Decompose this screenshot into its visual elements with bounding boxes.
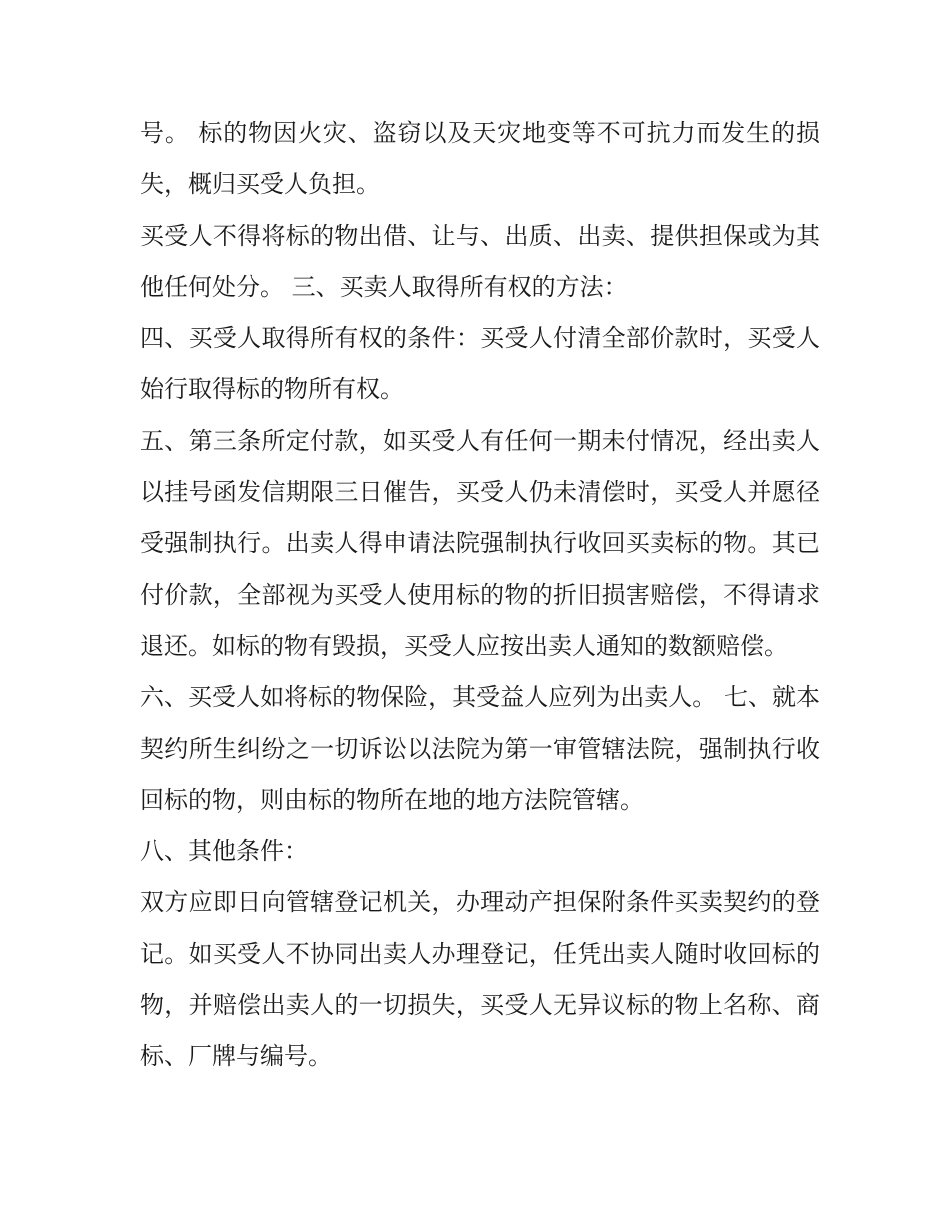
paragraph-loss-burden: 号。 标的物因火灾、盗窃以及天灾地变等不可抗力而发生的损失，概归买受人负担。 [140,119,820,199]
paragraph-ownership-condition: 四、买受人取得所有权的条件：买受人付清全部价款时，买受人始行取得标的物所有权。 [140,324,820,404]
paragraph-disposal-restriction: 买受人不得将标的物出借、让与、出质、出卖、提供担保或为其他任何处分。 三、买卖人取得所有权的方法： [140,221,820,301]
document-body [140,108,820,1083]
paragraph-other-conditions-heading: 八、其他条件： [140,837,308,866]
paragraph-registration: 双方应即日向管辖登记机关，办理动产担保附条件买卖契约的登记。如买受人不协同出卖人办理登记，任凭出卖人随时收回标的物，并赔偿出卖人的一切损失，买受人无异议标的物上名称、商标、厂牌与编号。 [140,888,820,1071]
paragraph-payment-default: 五、第三条所定付款，如买受人有任何一期未付情况，经出卖人以挂号函发信期限三日催告，买受人仍未清偿时，买受人并愿径受强制执行。出卖人得申请法院强制执行收回买卖标的物。其已付价款，全部视为买受人使用标的物的折旧损害赔偿，不得请求退还。如标的物有毁损，买受人应按出卖人通知的数额赔偿。 [140,426,820,660]
paragraph-insurance-jurisdiction: 六、买受人如将标的物保险，其受益人应列为出卖人。 七、就本契约所生纠纷之一切诉讼以法院为第一审管辖法院，强制执行收回标的物，则由标的物所在地的地方法院管辖。 [140,683,820,814]
